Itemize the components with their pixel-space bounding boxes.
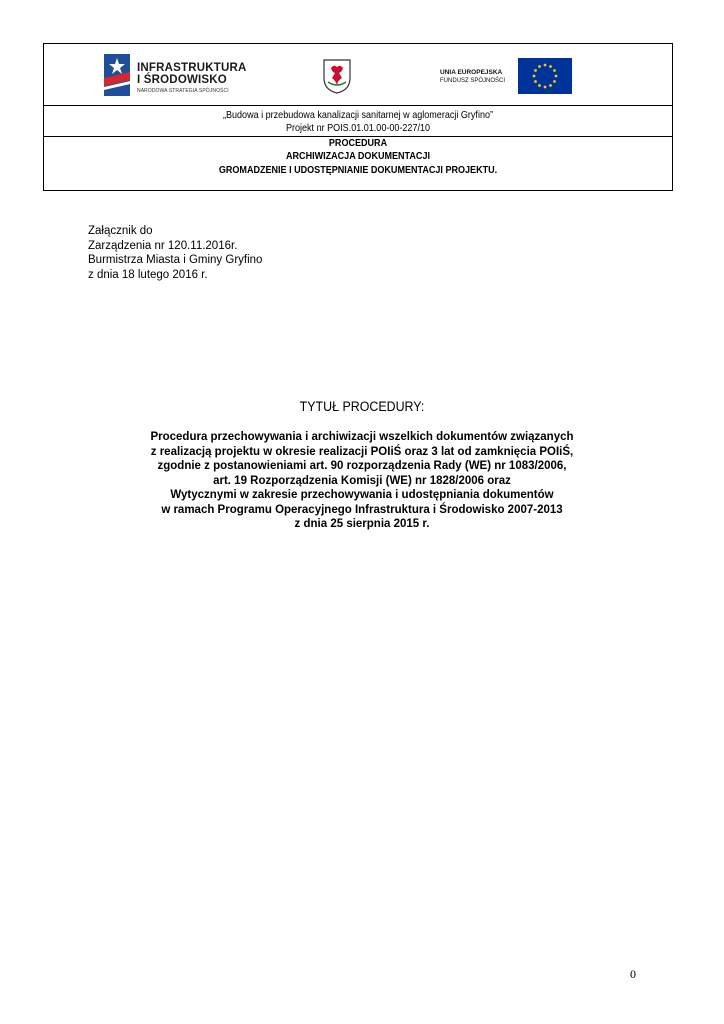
description-line: zgodnie z postanowieniami art. 90 rozporządzenia Rady (WE) nr 1083/2006,	[157, 460, 567, 472]
description-line: z realizacją projektu w okresie realizacji POIiŚ oraz 3 lat od zamknięcia POIiŚ,	[150, 445, 574, 458]
description-line: Procedura przechowywania i archiwizacji wszelkich dokumentów związanych	[150, 431, 574, 443]
eu-cohesion-fund-logo	[436, 58, 572, 96]
coat-of-arms-icon	[322, 58, 352, 94]
document-header	[43, 43, 673, 191]
annex-line: z dnia 18 lutego 2016 r.	[88, 268, 208, 281]
infrastruktura-srodowisko-logo	[104, 52, 254, 98]
logo-eu-line1: UNIA EUROPEJSKA	[440, 69, 503, 76]
logo-is-line2: I ŚRODOWISKO	[137, 74, 227, 86]
header-divider	[44, 105, 672, 106]
description-line: w ramach Programu Operacyjnego Infrastruktura i Środowisko 2007-2013	[161, 503, 563, 516]
page-number: 0	[630, 967, 636, 981]
logo-eu-line2: FUNDUSZ SPÓJNOŚCI	[440, 78, 506, 84]
project-number: Projekt nr POIS.01.01.00-00-227/10	[285, 122, 431, 134]
procedure-label: PROCEDURA	[328, 137, 388, 149]
procedure-archiving: ARCHIWIZACJA DOKUMENTACJI	[286, 150, 430, 162]
procedure-collecting: GROMADZENIE I UDOSTĘPNIANIE DOKUMENTACJI PROJEKTU.	[218, 164, 498, 176]
annex-line: Zarządzenia nr 120.11.2016r.	[88, 239, 238, 252]
eu-flag-icon	[518, 58, 572, 94]
description-line: Wytycznymi w zakresie przechowywania i udostępniania dokumentów	[170, 489, 554, 501]
procedure-title-heading: TYTUŁ PROCEDURY:	[299, 399, 425, 414]
annex-line: Załącznik do	[88, 225, 153, 237]
logo-is-line3: NARODOWA STRATEGIA SPÓJNOŚCI	[137, 88, 229, 94]
logo-is-line1: INFRASTRUKTURA	[137, 62, 247, 74]
is-emblem-icon	[104, 54, 130, 96]
description-line: z dnia 25 sierpnia 2015 r.	[294, 518, 430, 530]
procedure-description	[0, 430, 724, 532]
annex-block	[88, 224, 262, 282]
annex-line: Burmistrza Miasta i Gminy Gryfino	[88, 254, 263, 266]
project-title: „Budowa i przebudowa kanalizacji sanitarnej w aglomeracji Gryfino”	[222, 109, 494, 121]
description-line: art. 19 Rozporządzenia Komisji (WE) nr 1828/2006 oraz	[213, 474, 511, 487]
